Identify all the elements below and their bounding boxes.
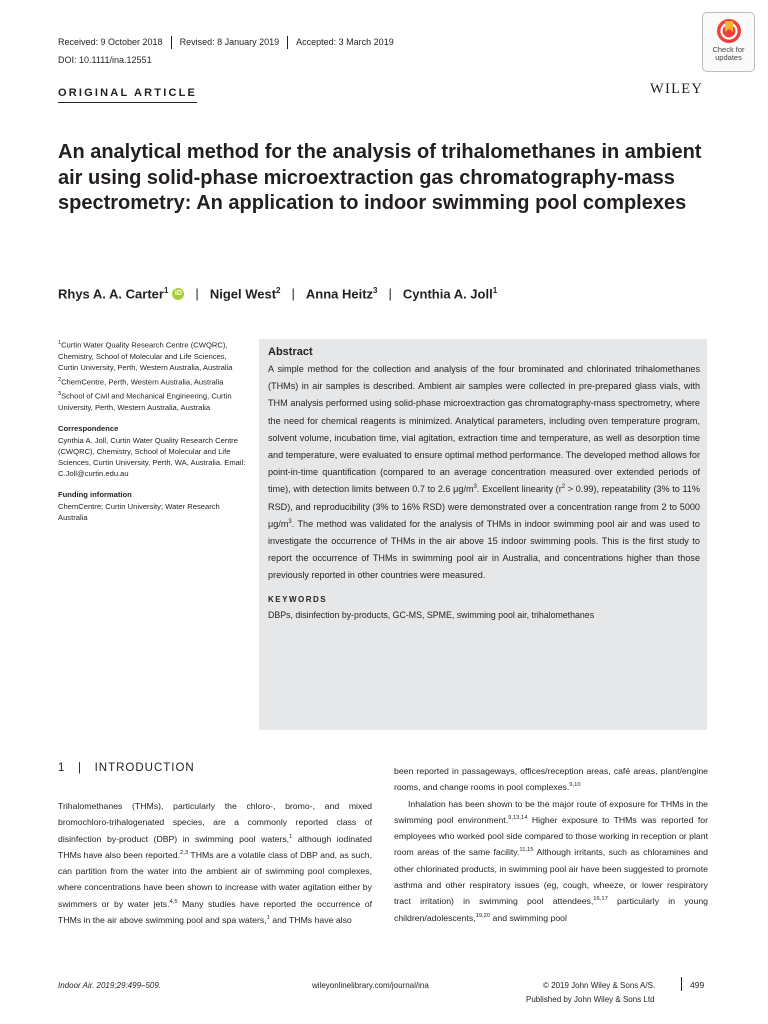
introduction-paragraph (394, 763, 708, 796)
publisher-logo: WILEY (650, 81, 704, 97)
copyright: © 2019 John Wiley & Sons A/S. (543, 981, 656, 990)
article-type: ORIGINAL ARTICLE (58, 87, 197, 103)
text-run: Many studies have reported the occurrence of THMs in the air above swimming pool and spa waters, (58, 898, 372, 926)
affiliation-marker: 3 (373, 286, 378, 295)
accepted-date: Accepted: 3 March 2019 (287, 36, 402, 49)
doi[interactable]: DOI: 10.1111/ina.12551 (58, 55, 152, 65)
text-run: Trihalomethanes (THMs), particularly the chloro-, bromo-, and mixed bromochloro-trihalogenated species, are a commonly reported class of disinfection by-product (DBP) in swimming pool waters, (58, 801, 372, 844)
citation-ref[interactable]: 2,3 (180, 850, 189, 856)
publisher-line: Published by John Wiley & Sons Ltd (526, 995, 655, 1004)
citation-ref[interactable]: 9,13,14 (508, 815, 528, 821)
text-run: Inhalation has been shown to be the major route of exposure for THMs in the swimming pool environment. (394, 798, 708, 825)
text-run: Although irritants, such as chloramines and other chlorinated products, in swimming pool air have been suggested to promote asthma and other respiratory issues (eg, cough, wheeze, or lower respiratory tract irritation) in swimming pool attendees, (394, 847, 708, 907)
author-name[interactable]: Rhys A. A. Carter$^1$ (58, 286, 169, 302)
journal-url[interactable]: wileyonlinelibrary.com/journal/ina (312, 981, 429, 990)
text-run: Higher exposure to THMs was reported for employees who worked pool side compared to those working in reception or plant room areas of the same facility. (394, 814, 708, 858)
article-title: An analytical method for the analysis of trihalomethanes in ambient air using solid-phase microextraction gas chromatography-mass spectrometry: An application to indoor swimming pool complexes (58, 141, 702, 214)
abstract-text: A simple method for the collection and analysis of the four brominated and chlorinated trihalomethanes (THMs) in air samples is described. Ambient air samples were collected in pre-prepared glass vials, with THM analysis performed using solid-phase microextraction gas chromatography-mass spectrometry, where the need for chemical reagents is minimized. Analytical parameters, including oven temperature program, solvent volume, incubation time, vial agitation, extraction time and temperature, as well as desorption time and temperature, were evaluated to ensure optimal method performance. The developed method allows for point-in-time quantification (compared to an average concentration measured over extended periods of time), with detection limits between 0.7 to 2.6 $\mu g/m^3$. Excellent linearity $(r^2 > 0.99)$, repeatability (3% to 11% RSD), and reproducibility (3% to 16% RSD) were demonstrated over a concentration range from 2 to 5000 $\mu g/m^3$. The method was validated for the analysis of THMs in indoor swimming pool air and was used to investigate the occurrence of THMs in the air above 15 indoor swimming pools. This is the first study to report the occurrence of THMs in swimming pool air in Australia, and concentrations higher than those previously reported in other countries were measured. (268, 364, 700, 581)
correspondence-text: Cynthia A. Joll, Curtin Water Quality Research Centre (CWQRC), Chemistry, School of Molecular and Life Sciences, Curtin University, Perth, WA, Australia. Email: C.Joll@curtin.edu.au (58, 435, 246, 478)
text-run: been reported in passageways, offices/reception areas, café areas, plant/engine rooms, and change rooms in pool complexes. (394, 766, 708, 793)
orcid-icon[interactable]: iD (172, 288, 184, 300)
affiliation: $^1$Curtin Water Quality Research Centre (CWQRC), Chemistry, School of Molecular and Life Sciences, Curtin University, Perth, Western Australia, Australia (58, 340, 233, 372)
author-name[interactable]: Nigel West$^2$ (209, 286, 281, 302)
affiliation: $^2$ChemCentre, Perth, Western Australia, Australia (58, 376, 224, 387)
check-for-updates-line1: Check for (712, 45, 745, 54)
text-run: particularly in young children/adolescents, (394, 896, 708, 923)
abstract-box (259, 339, 707, 730)
footer-divider (681, 977, 682, 991)
introduction-right-column (394, 763, 708, 926)
revised-date: Revised: 8 January 2019 (171, 36, 288, 49)
author-separator: | (291, 286, 295, 302)
affiliation: $^3$School of Civil and Mechanical Engineering, Curtin University, Perth, Western Australia, Australia (58, 391, 232, 412)
correspondence-heading: Correspondence (58, 423, 119, 433)
affiliation-marker: 2 (276, 286, 281, 295)
text-run: and THMs have also (269, 915, 352, 926)
check-for-updates-button[interactable] (702, 12, 755, 72)
article-info-column (58, 338, 248, 525)
author-separator: | (388, 286, 392, 302)
author-list (58, 286, 497, 301)
keywords-heading: KEYWORDS (268, 594, 328, 604)
citation-ref[interactable]: 19,20 (475, 912, 491, 919)
introduction-paragraph (58, 798, 372, 928)
received-date: Received: 9 October 2018 (58, 37, 163, 47)
abstract-heading: Abstract (268, 346, 313, 358)
funding-heading: Funding information (58, 489, 132, 499)
journal-citation: Indoor Air. 2019;29:499–509. (58, 981, 162, 990)
section-heading-introduction: 1 | INTRODUCTION (58, 762, 195, 774)
introduction-paragraph (394, 796, 708, 926)
check-for-updates-line2: updates (715, 53, 742, 62)
citation-ref[interactable]: 9,10 (569, 782, 581, 789)
citation-ref[interactable]: 4,5 (169, 898, 178, 905)
page-number: 499 (690, 980, 705, 990)
citation-ref[interactable]: 1 (266, 915, 270, 922)
keywords-text: DBPs, disinfection by-products, GC-MS, SPME, swimming pool air, trihalomethanes (268, 609, 595, 620)
citation-ref[interactable]: 1 (289, 833, 293, 840)
citation-ref[interactable]: 16,17 (593, 896, 608, 903)
author-name[interactable]: Cynthia A. Joll$^1$ (402, 286, 498, 302)
affiliation-marker: 1 (492, 286, 498, 295)
publication-dates (58, 36, 402, 49)
author-separator: | (195, 286, 199, 302)
affiliation-marker: 1 (163, 286, 169, 295)
funding-text: ChemCentre; Curtin University; Water Research Australia (58, 501, 220, 522)
text-run: and swimming pool (490, 912, 567, 923)
text-run: although iodinated THMs have also been reported. (58, 833, 372, 860)
author-name[interactable]: Anna Heitz$^3$ (305, 286, 378, 302)
citation-ref[interactable]: 11,15 (519, 847, 534, 854)
check-for-updates-icon (716, 18, 742, 44)
text-run: THMs are a volatile class of DBP and, as such, can partition from the water into the ambient air of swimming pool complexes, where concentrations have been shown to increase with water agitation either by swimmers or by water jets. (58, 849, 372, 909)
